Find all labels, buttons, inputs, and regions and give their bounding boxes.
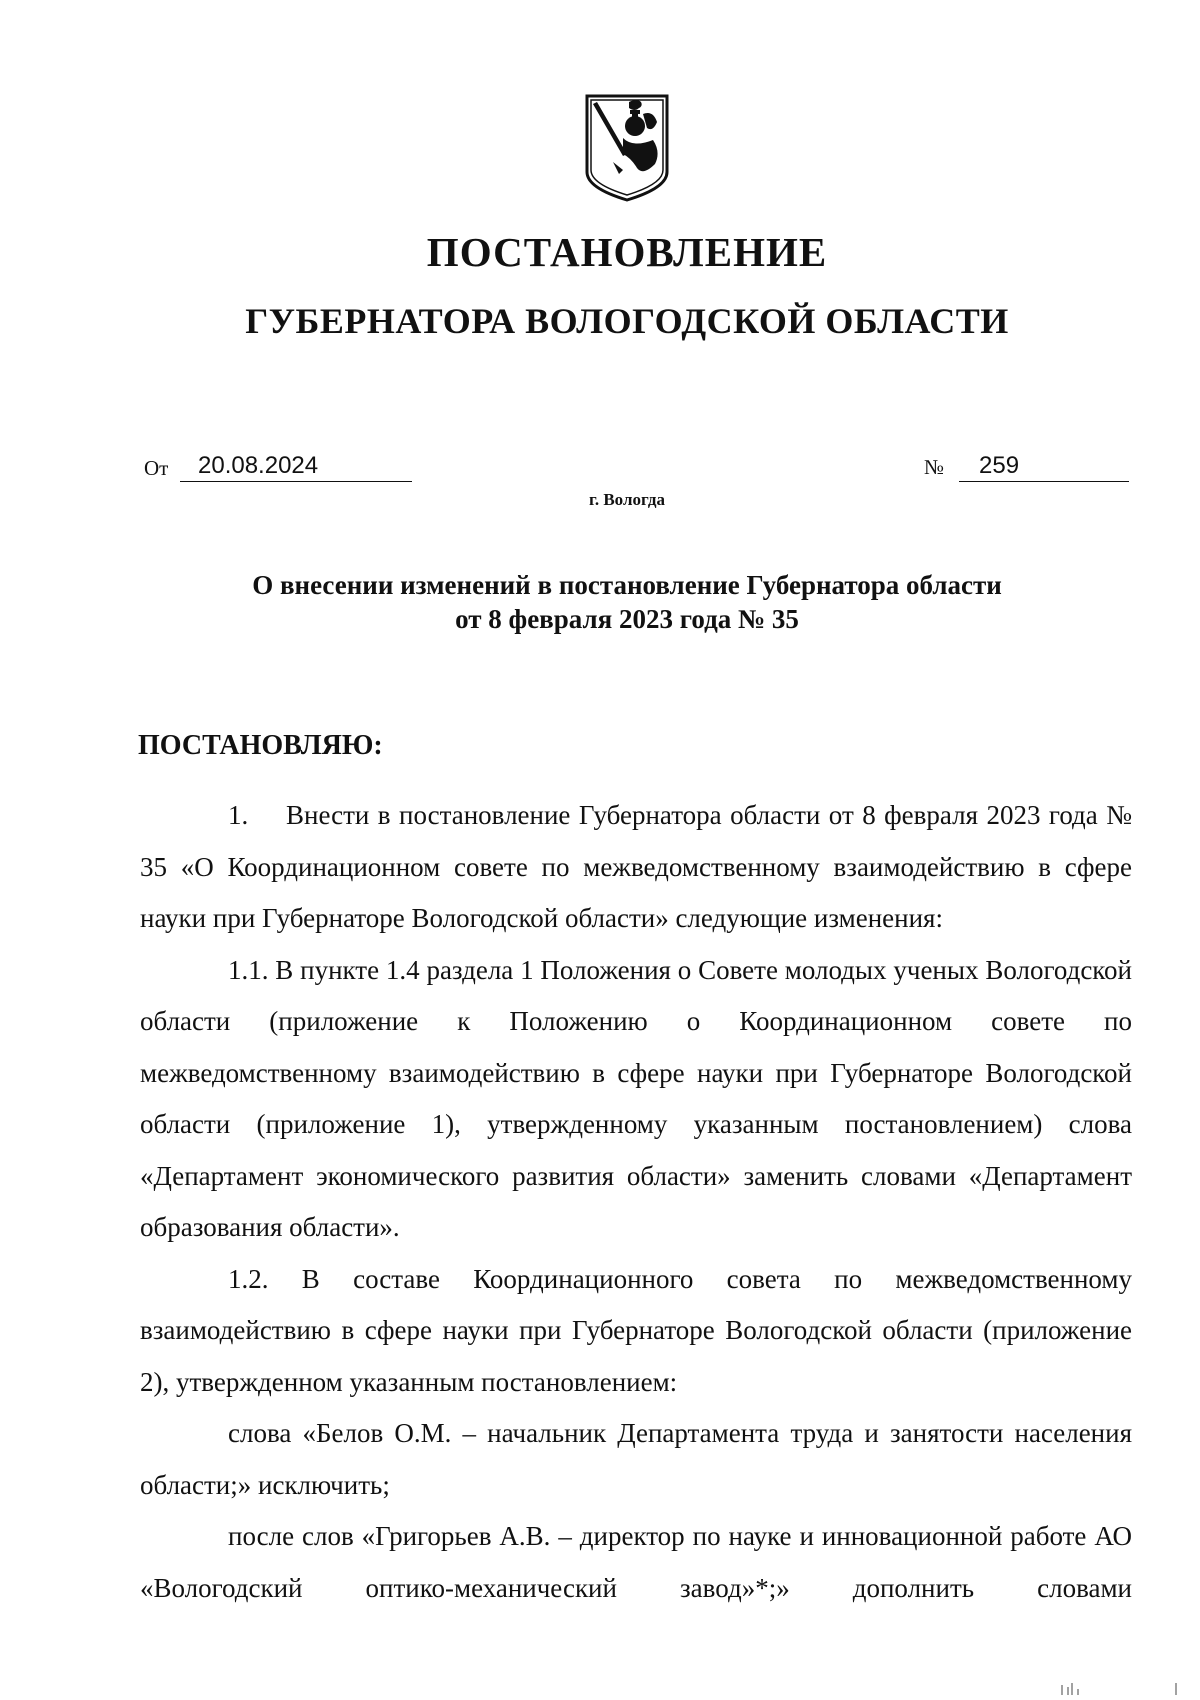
paragraph-1 xyxy=(140,790,1132,945)
scan-edge-marks xyxy=(1060,1682,1180,1694)
paragraph-1-text: Внести в постановление Губернатора области от 8 февраля 2023 года № 35 «О Координационном совете по межведомственному взаимодействию в сфере науки при Губернаторе Вологодской области» следующие изменения: xyxy=(140,800,1132,933)
city-label: г. Вологда xyxy=(589,490,665,509)
paragraph-exclusion: слова «Белов О.М. – начальник Департамента труда и занятости населения области;» исключить; xyxy=(140,1418,1132,1500)
paragraph-1-1: 1.1. В пункте 1.4 раздела 1 Положения о Совете молодых ученых Вологодской области (приложение к Положению о Координационном совете по межведомственному взаимодействию в сфере науки при Губернаторе Вологодской области (приложение 1), утвержденному указанным постановлением) слова «Департамент экономического развития области» заменить словами «Департамент образования области». xyxy=(140,954,1132,1242)
coat-of-arms-emblem xyxy=(583,92,671,204)
document-body xyxy=(140,790,1132,1614)
number-field xyxy=(924,452,1020,480)
paragraph-1-number: 1. xyxy=(228,800,249,830)
document-subtitle: ГУБЕРНАТОРА ВОЛОГОДСКОЙ ОБЛАСТИ xyxy=(245,301,1009,341)
number-prefix: № xyxy=(924,455,945,479)
date-value: 20.08.2024 xyxy=(180,451,412,482)
date-prefix: От xyxy=(144,456,169,480)
decree-word: ПОСТАНОВЛЯЮ: xyxy=(138,730,383,761)
date-field xyxy=(144,452,319,482)
subject-line-1: О внесении изменений в постановление Губернатора области xyxy=(252,570,1002,600)
document-title: ПОСТАНОВЛЕНИЕ xyxy=(426,229,828,275)
paragraph-addition: после слов «Григорьев А.В. – директор по науке и инновационной работе АО «Вологодский оптико-механический завод»*;» дополнить словами xyxy=(140,1521,1132,1603)
number-value: 259 xyxy=(959,451,1129,482)
paragraph-1-2: 1.2. В составе Координационного совета по межведомственному взаимодействию в сфере науки при Губернаторе Вологодской области (приложение 2), утвержденном указанным постановлением: xyxy=(140,1263,1132,1397)
document-subject xyxy=(0,568,1200,636)
subject-line-2: от 8 февраля 2023 года № 35 xyxy=(455,604,799,634)
